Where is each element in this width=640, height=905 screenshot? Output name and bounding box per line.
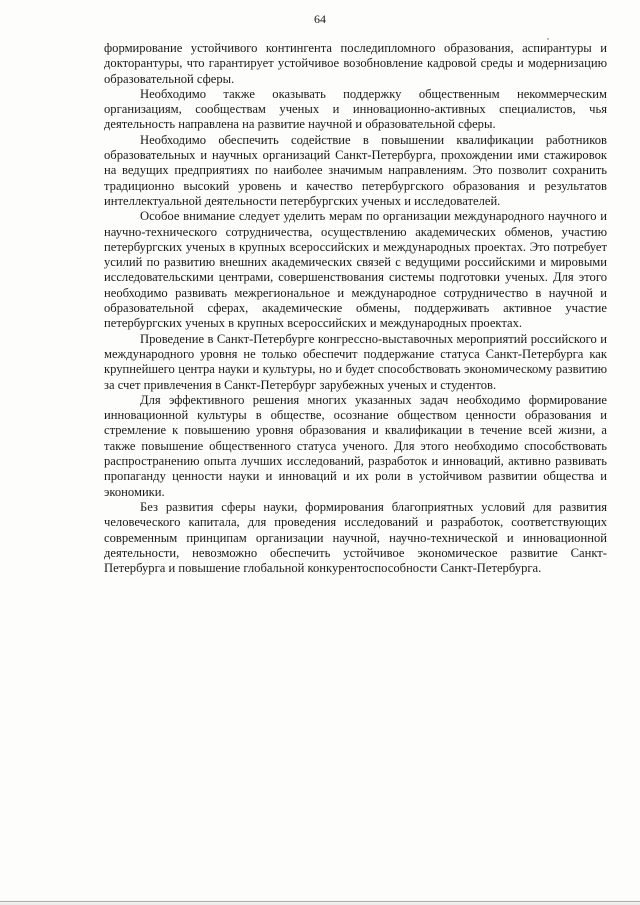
paragraph-3: Необходимо обеспечить содействие в повышении квалификации работников образовательных и научных организаций Санкт-Петербурга, прохождении ими стажировок на ведущих предприятиях по наиболее значимым направлениям. Это позволит сохранить традиционно высокий уровень и качество петербургского образования и результатов интеллектуальной деятельности петербургских ученых и исследователей.	[104, 132, 607, 208]
paragraph-7: Без развития сферы науки, формирования благоприятных условий для развития человеческого капитала, для проведения исследований и разработок, соответствующих современным принципам организации научной, научно-технической и инновационной деятельности, невозможно обеспечить устойчивое экономическое развитие Санкт-Петербурга и повышение глобальной конкурентоспособности Санкт-Петербурга.	[104, 499, 607, 576]
scan-bottom-edge	[0, 899, 640, 905]
paragraph-2: Необходимо также оказывать поддержку общественным некоммерческим организациям, сообществам ученых и инновационно-активных специалистов, чья деятельность направлена на развитие научной и образовательной сферы.	[104, 86, 607, 132]
scan-bottom-line	[0, 901, 640, 902]
scan-speck	[547, 38, 549, 40]
paragraph-6: Для эффективного решения многих указанных задач необходимо формирование инновационной культуры в обществе, осознание обществом ценности образования и стремление к повышению уровня образования и квалификации в течение всей жизни, а также повышение общественного статуса ученого. Для этого необходимо способствовать распространению опыта лучших исследований, разработок и инноваций, активно развивать пропаганду ценности науки и инноваций и их роли в устойчивом развитии общества и экономики.	[104, 392, 607, 499]
paragraph-1: формирование устойчивого контингента последипломного образования, аспирантуры и докторантуры, что гарантирует устойчивое возобновление кадровой среды и модернизацию образовательной сферы.	[104, 41, 607, 86]
paragraph-4: Особое внимание следует уделить мерам по организации международного научного и научно-технического сотрудничества, осуществлению академических обменов, участию петербургских ученых в крупных всероссийских и международных проектах. Это потребует усилий по развитию внешних академических связей с ведущими российскими и мировыми исследовательскими центрами, совершенствования системы подготовки ученых. Для этого необходимо развивать межрегиональное и международное сотрудничество в научной и образовательной сферах, академические обмены, поддерживать активное участие петербургских ученых в крупных всероссийских и международных проектах.	[104, 209, 607, 331]
paragraph-5: Проведение в Санкт-Петербурге конгрессно-выставочных мероприятий российского и международного уровня не только обеспечит поддержание статуса Санкт-Петербурга как крупнейшего центра науки и культуры, но и будет способствовать экономическому развитию за счет привлечения в Санкт-Петербург зарубежных ученых и студентов.	[104, 331, 607, 392]
page-number: 64	[314, 12, 326, 26]
document-body	[104, 41, 607, 576]
